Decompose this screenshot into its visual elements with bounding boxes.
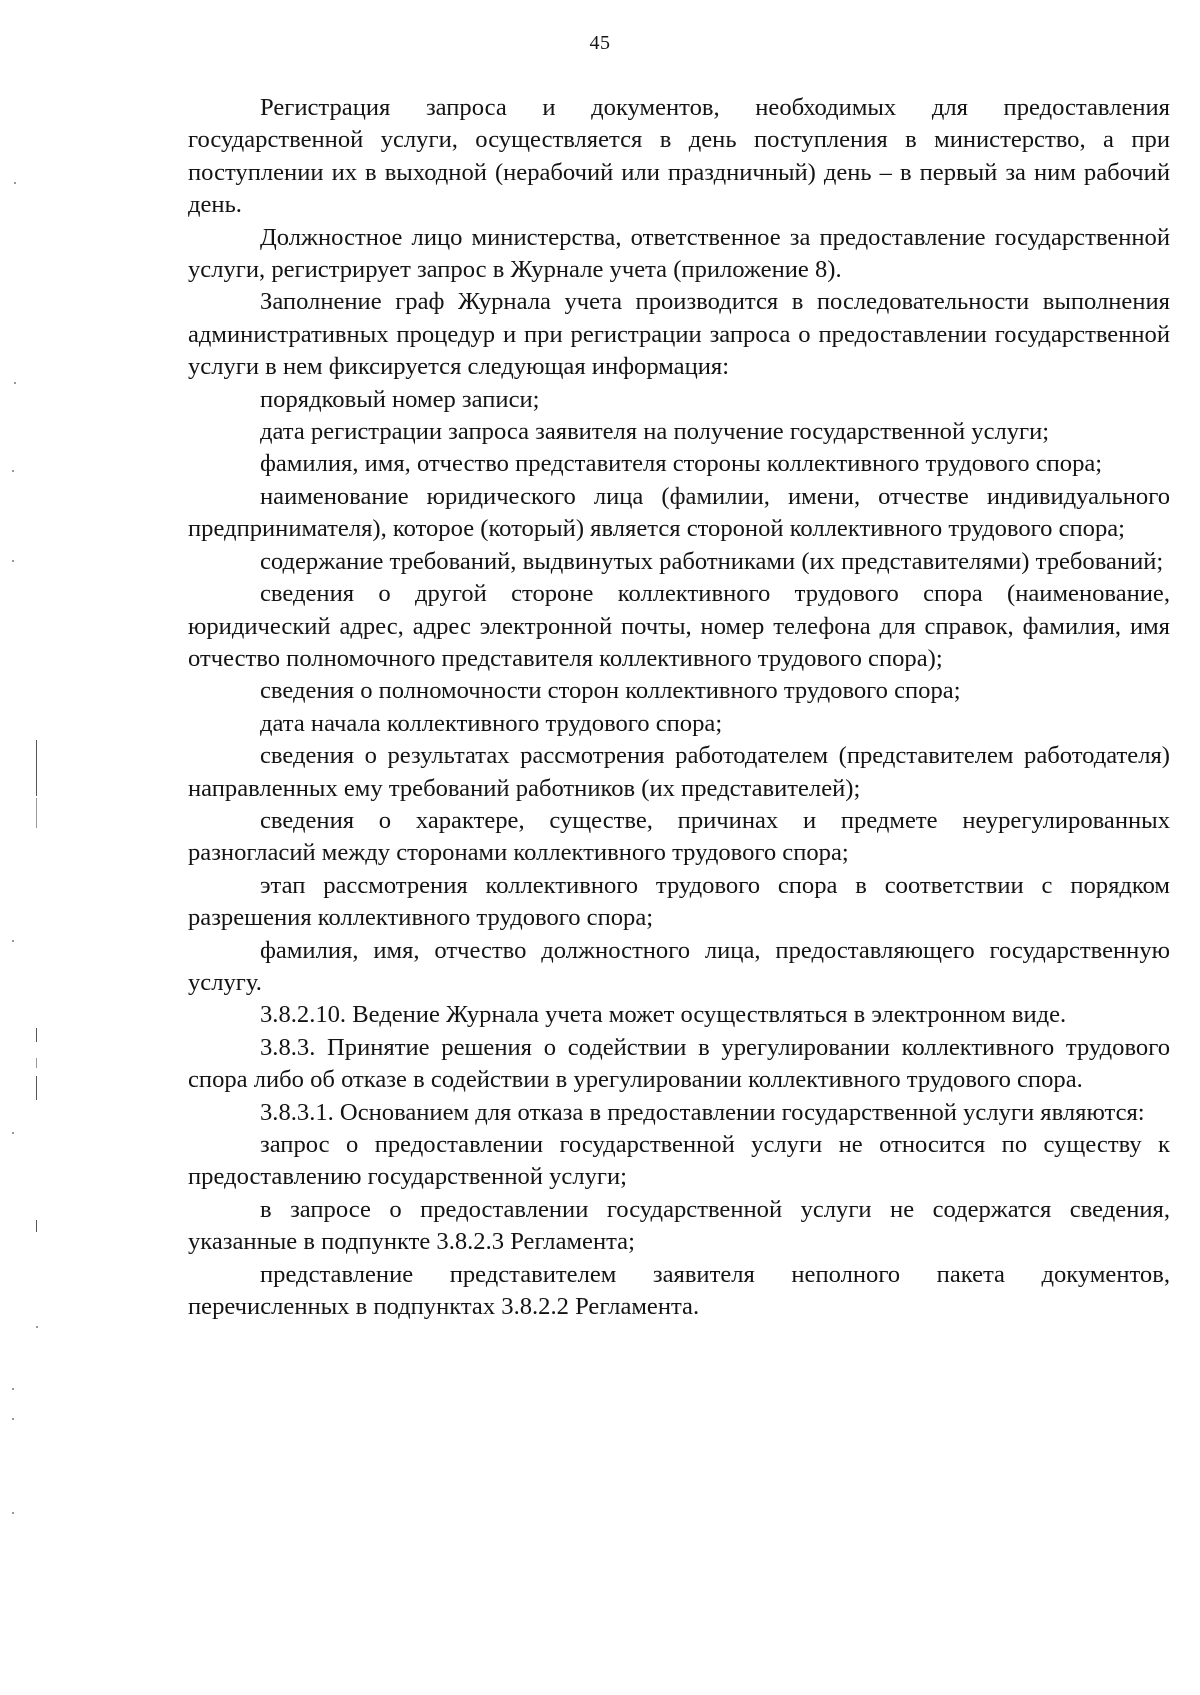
- scan-edge-artifacts: [0, 0, 60, 1695]
- section-paragraph: 3.8.3.1. Основанием для отказа в предоставлении государственной услуги являются:: [260, 1098, 1145, 1126]
- list-item: дата регистрации запроса заявителя на получение государственной услуги;: [260, 418, 1050, 446]
- page-number: 45: [589, 32, 611, 54]
- list-item: сведения о результатах рассмотрения работодателем (представителем работодателя) направленных ему требований работников (их представителей);: [188, 742, 1170, 802]
- list-item: представление представителем заявителя неполного пакета документов, перечисленных в подпунктах 3.8.2.2 Регламента.: [188, 1260, 1170, 1321]
- list-item: этап рассмотрения коллективного трудового спора в соответствии с порядком разрешения коллективного трудового спора;: [188, 871, 1170, 932]
- section-paragraph: 3.8.3. Принятие решения о содействии в урегулировании коллективного трудового спора либо об отказе в содействии в урегулировании коллективного трудового спора.: [188, 1033, 1170, 1094]
- list-item: дата начала коллективного трудового спора;: [260, 709, 723, 737]
- paragraph: Должностное лицо министерства, ответственное за предоставление государственной услуги, регистрирует запрос в Журнале учета (приложение 8).: [188, 223, 1170, 284]
- list-item: запрос о предоставлении государственной услуги не относится по существу к предоставлению государственной услуги;: [188, 1131, 1170, 1191]
- list-item: порядковый номер записи;: [260, 385, 540, 413]
- list-item: фамилия, имя, отчество представителя стороны коллективного трудового спора;: [260, 450, 1103, 478]
- list-item: наименование юридического лица (фамилии, имени, отчестве индивидуального предпринимателя), которое (который) является стороной коллективного трудового спора;: [188, 482, 1170, 543]
- paragraph: Регистрация запроса и документов, необходимых для предоставления государственной услуги, осуществляется в день поступления в министерство, а при поступлении их в выходной (нерабочий или праздничный) день – в первый за ним рабочий день.: [188, 94, 1170, 219]
- list-item: содержание требований, выдвинутых работниками (их представителями) требований;: [260, 547, 1164, 575]
- document-body: [188, 92, 1170, 1323]
- list-item: в запросе о предоставлении государственной услуги не содержатся сведения, указанные в подпункте 3.8.2.3 Регламента;: [188, 1195, 1170, 1256]
- list-item: сведения о характере, существе, причинах и предмете неурегулированных разногласий между сторонами коллективного трудового спора;: [188, 806, 1170, 867]
- list-item: фамилия, имя, отчество должностного лица, предоставляющего государственную услугу.: [188, 936, 1170, 996]
- section-paragraph: 3.8.2.10. Ведение Журнала учета может осуществляться в электронном виде.: [260, 1001, 1067, 1029]
- list-item: сведения о полномочности сторон коллективного трудового спора;: [260, 677, 961, 705]
- paragraph: Заполнение граф Журнала учета производится в последовательности выполнения административных процедур и при регистрации запроса о предоставлении государственной услуги в нем фиксируется следующая информация:: [188, 288, 1170, 381]
- list-item: сведения о другой стороне коллективного трудового спора (наименование, юридический адрес, адрес электронной почты, номер телефона для справок, фамилия, имя отчество полномочного представителя коллективного трудового спора);: [188, 580, 1170, 672]
